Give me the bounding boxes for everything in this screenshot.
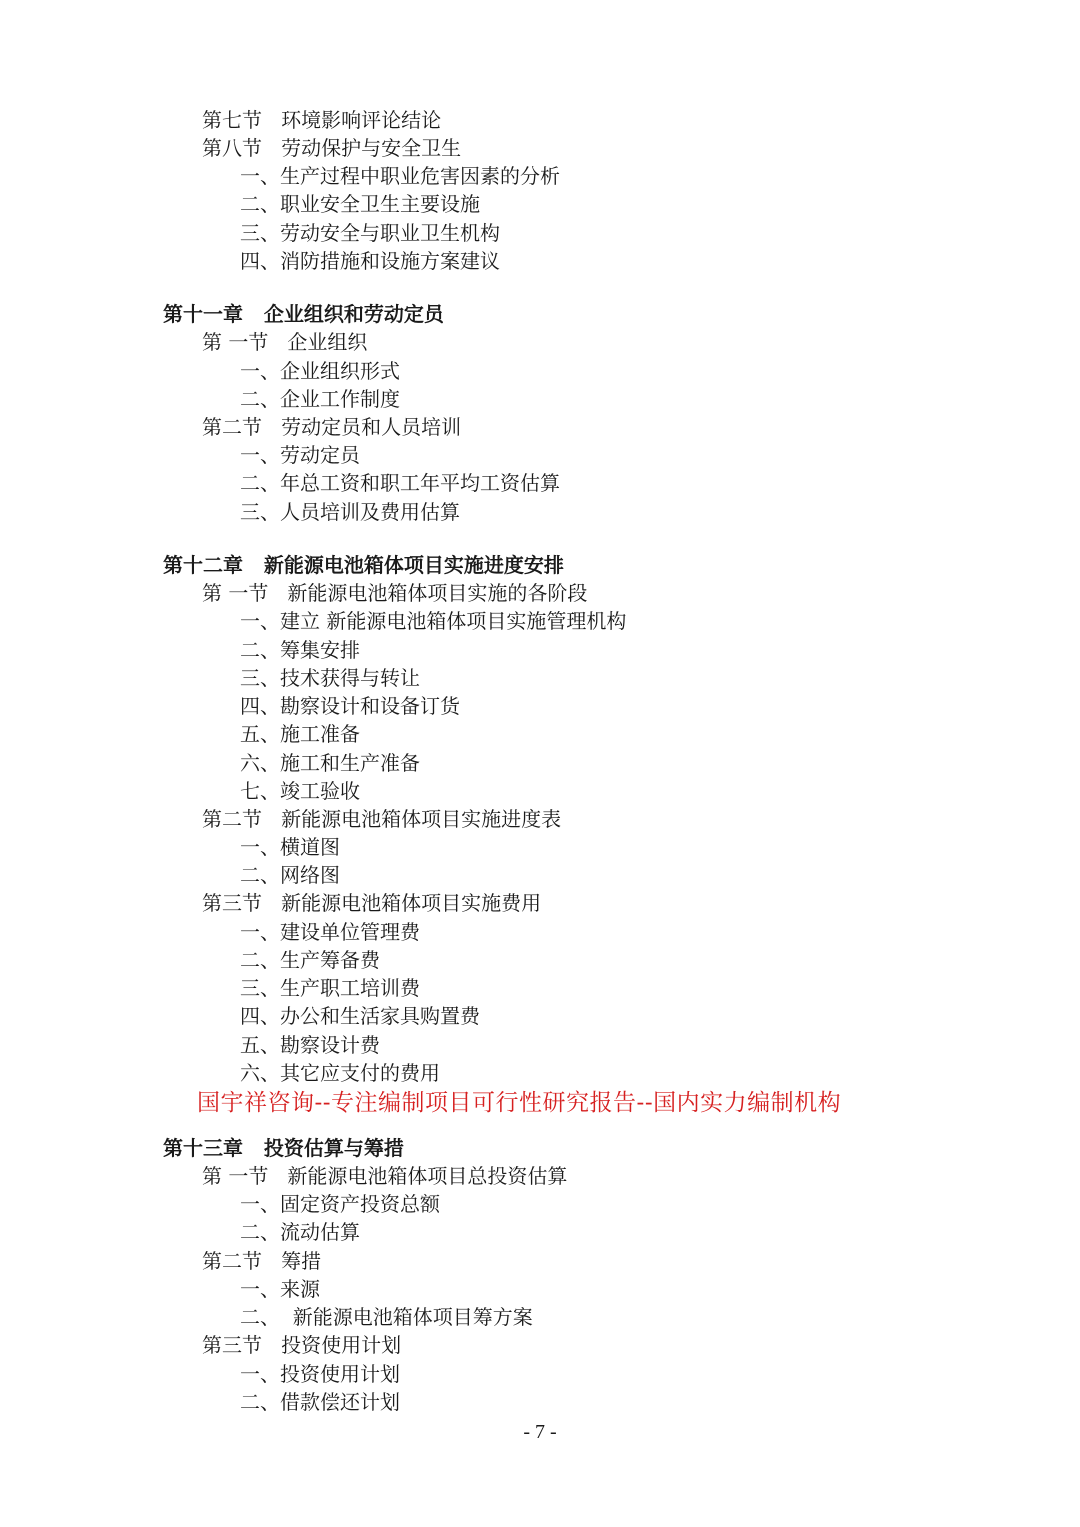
toc-section: 第二节 新能源电池箱体项目实施进度表 [202, 807, 562, 831]
toc-item: 一、固定资产投资总额 [240, 1192, 440, 1216]
toc-item: 五、施工准备 [240, 722, 360, 746]
toc-item: 三、生产职工培训费 [240, 976, 420, 1000]
toc-item: 一、来源 [240, 1277, 320, 1301]
promo-banner: 国宇祥咨询--专注编制项目可行性研究报告--国内实力编制机构 [197, 1090, 842, 1116]
toc-item: 一、建立 新能源电池箱体项目实施管理机构 [240, 609, 627, 633]
page-number: - 7 - [523, 1421, 557, 1443]
toc-section: 第 一节 新能源电池箱体项目实施的各阶段 [202, 581, 588, 605]
toc-section: 第三节 投资使用计划 [202, 1333, 402, 1357]
toc-item: 二、借款偿还计划 [240, 1390, 400, 1414]
toc-item: 二、网络图 [240, 863, 340, 887]
toc-item: 七、竣工验收 [240, 779, 360, 803]
toc-section: 第 一节 新能源电池箱体项目总投资估算 [202, 1164, 568, 1188]
toc-item: 四、办公和生活家具购置费 [240, 1004, 480, 1028]
toc-item: 二、生产筹备费 [240, 948, 380, 972]
toc-item: 三、劳动安全与职业卫生机构 [240, 221, 500, 245]
toc-item: 二、 新能源电池箱体项目筹方案 [240, 1305, 533, 1329]
toc-item: 一、建设单位管理费 [240, 920, 420, 944]
toc-item: 三、技术获得与转让 [240, 666, 420, 690]
toc-section: 第八节 劳动保护与安全卫生 [202, 136, 462, 160]
toc-item: 四、消防措施和设施方案建议 [240, 249, 500, 273]
toc-item: 二、职业安全卫生主要设施 [240, 192, 480, 216]
toc-item: 二、筹集安排 [240, 638, 360, 662]
toc-section: 第七节 环境影响评论结论 [202, 108, 442, 132]
toc-item: 二、企业工作制度 [240, 387, 400, 411]
toc-item: 一、生产过程中职业危害因素的分析 [240, 164, 560, 188]
toc-chapter: 第十二章 新能源电池箱体项目实施进度安排 [163, 553, 564, 577]
toc-item: 一、企业组织形式 [240, 359, 400, 383]
toc-section: 第 一节 企业组织 [202, 330, 368, 354]
toc-item: 四、勘察设计和设备订货 [240, 694, 460, 718]
toc-section: 第三节 新能源电池箱体项目实施费用 [202, 891, 542, 915]
toc-item: 三、人员培训及费用估算 [240, 500, 460, 524]
toc-item: 一、劳动定员 [240, 443, 360, 467]
toc-item: 一、投资使用计划 [240, 1362, 400, 1386]
toc-item: 六、施工和生产准备 [240, 751, 420, 775]
toc-item: 五、勘察设计费 [240, 1033, 380, 1057]
toc-chapter: 第十三章 投资估算与筹措 [163, 1136, 404, 1160]
toc-item: 一、横道图 [240, 835, 340, 859]
toc-item: 六、其它应支付的费用 [240, 1061, 440, 1085]
toc-section: 第二节 劳动定员和人员培训 [202, 415, 462, 439]
toc-chapter: 第十一章 企业组织和劳动定员 [163, 302, 444, 326]
toc-item: 二、年总工资和职工年平均工资估算 [240, 471, 560, 495]
toc-item: 二、流动估算 [240, 1220, 360, 1244]
toc-section: 第二节 筹措 [202, 1249, 322, 1273]
